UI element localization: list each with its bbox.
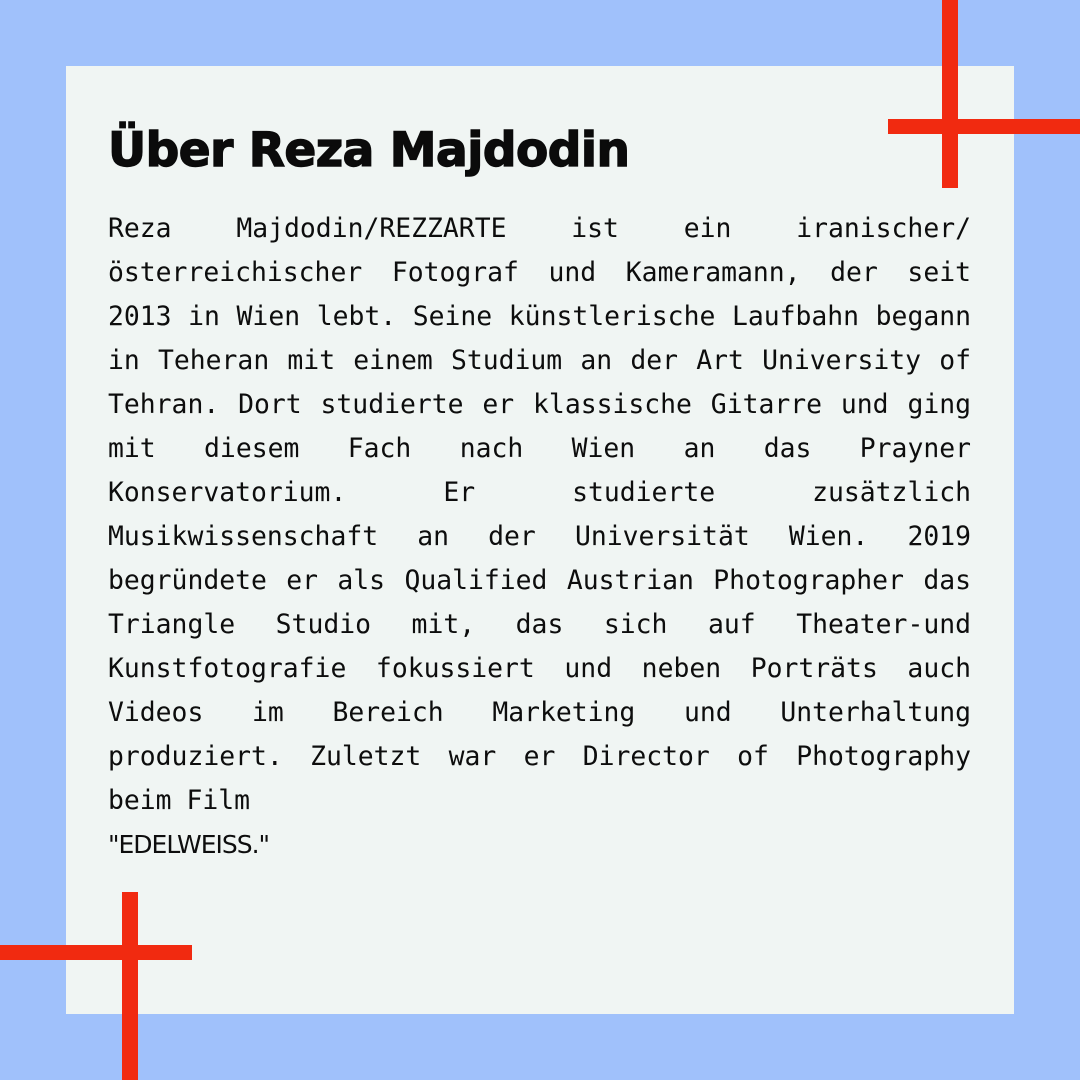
page-title: Über Reza Majdodin xyxy=(108,123,630,178)
cross-bottom-left-horizontal-bar xyxy=(0,945,192,960)
cross-top-right-vertical-bar xyxy=(942,0,958,188)
cross-bottom-left-vertical-bar xyxy=(122,892,138,1080)
film-title-quote: "EDELWEISS." xyxy=(108,830,270,859)
cross-top-right-horizontal-bar xyxy=(888,119,1080,134)
biography-paragraph: Reza Majdodin/REZZARTE ist ein iranischer/ österreichischer Fotograf und Kameramann, der seit 2013 in Wien lebt. Seine künstlerische Laufbahn begann in Teheran mit einem Studium an der Art University of Tehran. Dort studierte er klassische Gitarre und ging mit diesem Fach nach Wien an das Prayner Konservatorium. Er studierte zusätzlich Musikwissenschaft an der Universität Wien. 2019 begründete er als Qualified Austrian Photographer das Triangle Studio mit, das sich auf Theater-und Kunstfotografie fokussiert und neben Porträts auch Videos im Bereich Marketing und Unterhaltung produziert. Zuletzt war er Director of Photography beim Film xyxy=(108,213,971,816)
